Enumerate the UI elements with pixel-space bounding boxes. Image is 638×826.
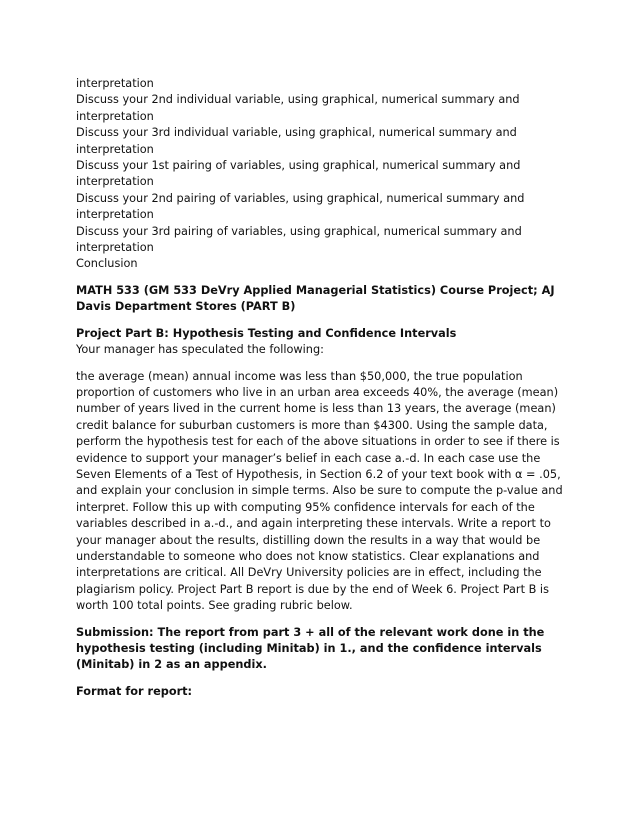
- intro-line: Discuss your 1st pairing of variables, using graphical, numerical summary and: [76, 159, 521, 173]
- intro-line: interpretation: [76, 175, 154, 189]
- format-section: [76, 684, 556, 700]
- intro-line: Discuss your 3rd pairing of variables, using graphical, numerical summary and: [76, 224, 522, 238]
- body-line: interpretations are critical. All DeVry University policies are in effect, including the: [76, 566, 542, 580]
- body-line: perform the hypothesis test for each of the above situations in order to see if there is: [76, 435, 560, 449]
- body-line: Seven Elements of a Test of Hypothesis, in Section 6.2 of your text book with α = .05,: [76, 467, 561, 481]
- body-line: understandable to someone who does not know statistics. Clear explanations and: [76, 549, 540, 563]
- submission-line: Submission: The report from part 3 + all of the relevant work done in the: [76, 625, 545, 639]
- course-title-line: Davis Department Stores (PART B): [76, 300, 296, 314]
- intro-line: Discuss your 2nd pairing of variables, using graphical, numerical summary and: [76, 191, 525, 205]
- intro-line: Discuss your 2nd individual variable, using graphical, numerical summary and: [76, 93, 520, 107]
- body-line: plagiarism policy. Project Part B report is due by the end of Week 6. Project Part B is: [76, 582, 549, 596]
- intro-list: [76, 76, 556, 273]
- part-b-section: [76, 326, 556, 359]
- body-line: interpret. Follow this up with computing 95% confidence intervals for each of the: [76, 500, 535, 514]
- intro-line: interpretation: [76, 109, 154, 123]
- course-title: [76, 283, 556, 316]
- intro-line: interpretation: [76, 208, 154, 222]
- body-paragraph: [76, 369, 563, 615]
- submission-note: [76, 625, 556, 674]
- part-b-heading: Project Part B: Hypothesis Testing and Confidence Intervals: [76, 326, 457, 340]
- format-heading: Format for report:: [76, 684, 193, 698]
- intro-line: Discuss your 3rd individual variable, using graphical, numerical summary and: [76, 126, 517, 140]
- body-line: your manager about the results, distilling down the results in a way that would be: [76, 533, 541, 547]
- body-line: proportion of customers who live in an urban area exceeds 40%, the average (mean): [76, 385, 559, 399]
- body-line: variables described in a.-d., and again interpreting these intervals. Write a report to: [76, 517, 551, 531]
- body-line: number of years lived in the current home is less than 13 years, the average (mean): [76, 402, 556, 416]
- intro-line: Conclusion: [76, 257, 138, 271]
- body-line: and explain your conclusion in simple terms. Also be sure to compute the p-value and: [76, 484, 563, 498]
- intro-line: interpretation: [76, 142, 154, 156]
- body-line: worth 100 total points. See grading rubric below.: [76, 599, 353, 613]
- submission-line: hypothesis testing (including Minitab) in 1., and the confidence intervals: [76, 642, 542, 655]
- intro-line: interpretation: [76, 241, 154, 255]
- body-line: credit balance for suburban customers is more than $4300. Using the sample data,: [76, 418, 548, 432]
- body-line: evidence to support your manager’s belief in each case a.-d. In each case use the: [76, 451, 541, 465]
- body-line: the average (mean) annual income was less than $50,000, the true population: [76, 369, 523, 383]
- document-page: [76, 76, 563, 700]
- submission-line: (Minitab) in 2 as an appendix.: [76, 658, 267, 672]
- intro-line: interpretation: [76, 77, 154, 90]
- course-title-line: MATH 533 (GM 533 DeVry Applied Managerial Statistics) Course Project; AJ: [76, 283, 555, 297]
- manager-line: Your manager has speculated the following:: [76, 343, 324, 357]
